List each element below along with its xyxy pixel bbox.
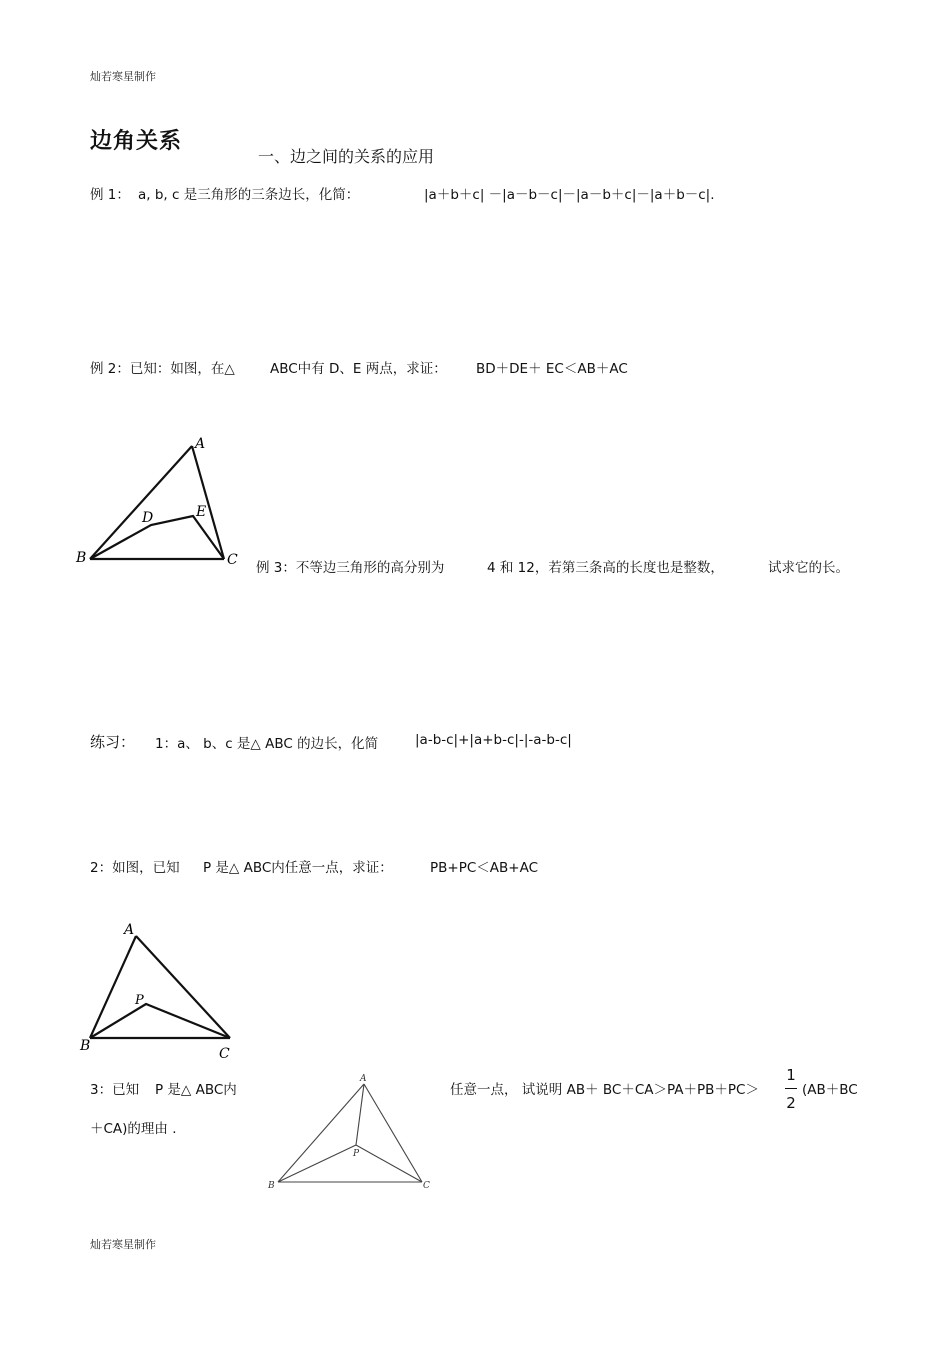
segment-pa bbox=[356, 1084, 364, 1145]
fraction-bar bbox=[785, 1088, 797, 1089]
practice-label: 练习： bbox=[90, 733, 136, 751]
figure-triangle-de bbox=[74, 436, 244, 571]
practice-3-prefix: 3：已知 bbox=[90, 1082, 140, 1098]
practice-2-prefix: 2：如图，已知 bbox=[90, 860, 180, 876]
example-1-prefix: 例 1： bbox=[90, 187, 130, 203]
edge-ac bbox=[136, 936, 230, 1038]
edge-ab bbox=[278, 1084, 364, 1182]
label-d: D bbox=[142, 510, 154, 526]
page-footer: 灿若寒星制作 bbox=[90, 1238, 156, 1251]
fraction-denominator: 2 bbox=[786, 1094, 796, 1112]
label-c: C bbox=[423, 1181, 430, 1191]
label-p: P bbox=[353, 1149, 360, 1159]
edge-ac bbox=[364, 1084, 422, 1182]
practice-3-text-d: ＋CA)的理由 . bbox=[90, 1121, 177, 1137]
edge-ab bbox=[90, 936, 136, 1038]
fraction-numerator: 1 bbox=[786, 1066, 796, 1084]
edge-ba bbox=[90, 446, 192, 559]
path-bpc bbox=[278, 1145, 422, 1182]
figure-triangle-pa bbox=[262, 1070, 442, 1195]
label-c: C bbox=[227, 552, 238, 568]
practice-1-expression: |a-b-c|+|a+b-c|-|-a-b-c| bbox=[415, 732, 572, 748]
practice-2-text: P 是△ ABC内任意一点，求证： bbox=[203, 860, 393, 876]
example-2-text: ABC中有 D、E 两点，求证： bbox=[270, 361, 447, 377]
practice-2-expression: PB+PC＜AB+AC bbox=[430, 860, 539, 876]
practice-3-text-c: (AB＋BC bbox=[802, 1082, 858, 1098]
path-bpc bbox=[90, 1004, 230, 1038]
label-e: E bbox=[196, 504, 207, 520]
section-heading: 一、边之间的关系的应用 bbox=[258, 147, 435, 166]
practice-3-text-b: 任意一点， 试说明 AB＋ BC＋CA＞PA＋PB＋PC＞ bbox=[450, 1082, 759, 1098]
label-a: A bbox=[124, 922, 135, 938]
example-1-expression: |a＋b＋c| －|a－b－c|－|a－b＋c|－|a＋b－c|. bbox=[424, 187, 715, 203]
figure-triangle-p bbox=[74, 918, 244, 1063]
example-3-text-a: 例 3：不等边三角形的高分别为 bbox=[256, 560, 445, 576]
page-title: 边角关系 bbox=[90, 128, 183, 154]
label-b: B bbox=[80, 1038, 91, 1054]
label-p: P bbox=[135, 993, 144, 1008]
label-b: B bbox=[268, 1181, 275, 1191]
example-2-expression: BD＋DE＋ EC＜AB＋AC bbox=[476, 361, 628, 377]
example-1-text: a, b, c 是三角形的三条边长，化简： bbox=[138, 187, 360, 203]
page-header: 灿若寒星制作 bbox=[90, 70, 156, 83]
label-a: A bbox=[195, 436, 206, 452]
example-3-text-c: 试求它的长。 bbox=[768, 560, 849, 576]
label-b: B bbox=[76, 550, 87, 566]
edge-ac bbox=[192, 446, 224, 559]
practice-1-text: 1：a、 b、c 是△ ABC 的边长，化简 bbox=[155, 736, 379, 752]
label-c: C bbox=[219, 1046, 230, 1062]
label-a: A bbox=[360, 1074, 367, 1084]
practice-3-text-a: P 是△ ABC内 bbox=[155, 1082, 237, 1098]
example-3-text-b: 4 和 12，若第三条高的长度也是整数， bbox=[487, 560, 724, 576]
example-2-prefix: 例 2：已知：如图，在△ bbox=[90, 361, 235, 377]
